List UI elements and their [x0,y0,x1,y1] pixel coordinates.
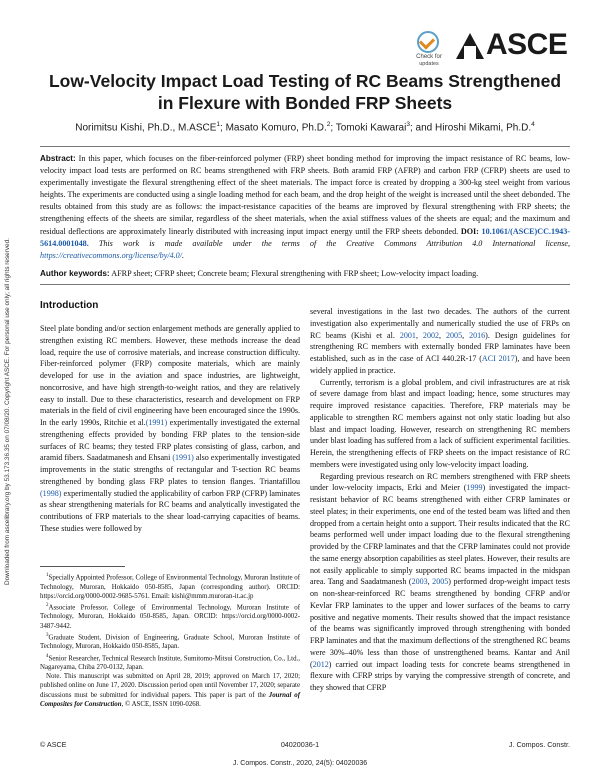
footer-journal: J. Compos. Constr. [508,740,570,749]
keywords-label: Author keywords: [40,269,110,278]
keywords-text: AFRP sheet; CFRP sheet; Concrete beam; Flexural strengthening with FRP sheet; Low-velocity impact loading. [109,269,479,278]
right-column [310,306,570,694]
author: Tomoki Kawarai [335,122,407,134]
paragraph: Regarding previous research on RC members strengthened with FRP sheets under low-velocity impacts, Erki and Meier (1999) investigated the impact-resistant behavior of RC beams strengthened with either CFRP laminates or steel plates; in their experiments, one end of the tested beam was lifted and then dropped from a certain height onto a support. Their results indicated that the RC beams performed well under impact loading due to the flexural strengthening provided by the CFRP laminates and that the CFRP laminates could not provide the same energy absorption capabilities as steel plates. However, their results are not easily applicable to simply supported RC beams impacted in the midspan area. Tang and Saadatmanesh (2003, 2005) performed drop-weight impact tests on non-shear-reinforced RC beams strengthened by bonding CFRP and/or Kevlar FRP laminates to the upper and lower surfaces of the beams to carry positive and negative moments. Their results showed that the impact resistance of the beams was significantly improved through strengthening with bonded FRP laminates and that the maximum deflections of the strengthened RC beams were 30%–40% less than those of unstrengthened beams. Kantar and Anil (2012) carried out impact loading tests for concrete beams strengthened in flexure with CFRP strips by varying the compressive strength of concrete, and they showed that CFRP [310,471,570,692]
asce-logo[interactable] [456,28,572,63]
license-link[interactable]: https://creativecommons.org/license/by/4.0/ [40,250,183,260]
doi-link[interactable]: 10.1061/(ASCE)CC.1943-5614.0001048. [40,226,570,248]
section-heading: Introduction [40,300,99,311]
badge-line1: Check for [416,54,442,60]
divider [40,146,570,147]
citation-link[interactable]: 2005 [446,330,463,340]
citation-link[interactable]: 2005 [432,577,449,587]
footnote: $^4$Senior Researcher, Technical Research Institute, Sumitomo-Mitsui Construction, Co., Ltd., Nagareyama, Chiba 270-0132, Japan. [40,653,300,672]
article-title: Low-Velocity Impact Load Testing of RC Beams Strengthened in Flexure with Bonded FRP Sheets [48,71,562,113]
left-column [40,323,300,535]
paragraph: Steel plate bonding and/or section enlargement methods are generally applied to strengthen existing RC members. However, these methods increase the dead load, require the use of corrosive materials, and increase construction difficulty. Fiber-reinforced polymer (FRP) composite materials, which are mainly developed for use in the aviation and space industries, are lightweight, noncorrosive, and have high strength-to-weight ratios, and they are relatively easy to install. Due to these characteristics, research and development on FRP materials in the field of civil engineering have been encouraged since the 1990s. In the early 1990s, Ritchie et al.(1991) experimentally investigated the external strengthening effects provided by bonding FRP plates to the tension-side surfaces of RC beams; they tested FRP plates consisting of glass, carbon, and aramid fibers. Saadatmanesh and Ehsani (1991) also experimentally investigated improvements in the static strengths of rectangular and T-section RC beams strengthened by bonding glass FRP plates to tension flanges. Triantafillou (1998) experimentally studied the applicability of carbon FRP (CFRP) laminates as shear strengthening materials for RC beams and analytically investigated the contributions of FRP materials to the shear load-carrying capacities of beams. These studies were followed by [40,324,301,533]
citation-link[interactable]: 2016 [469,330,486,340]
license-text: This work is made available under the terms of the Creative Commons Attribution 4.0 International license, [88,238,570,248]
abstract: Abstract: In this paper, which focuses on the fiber-reinforced polymer (FRP) sheet bonding method for improving the impact resistance of RC beams, low-velocity impact load tests are performed on RC beams strengthened with FRP sheets. Both aramid FRP (AFRP) and carbon FRP (CFRP) sheets are used to experimentally investigate the flexural strengthening effect of the sheet materials. The impact force is created by dropping a 300-kg steel weight from various heights. The experiments are conducted using a single loading method for each beam, and the drop height of the weight is increased until the sheet debonded. The results obtained from this study are as follows: the impact-resistance capacities of the beams are improved by flexural strengthening with FRP sheets; the strengthening effects of the sheets are similar, regardless of the sheet materials, when the axial stiffness values of the sheets are equal; and the maximum and residual deflections are approximately linearly distributed with increasing input impact energy until the FRP sheets debonded. DOI: 10.1061/(ASCE)CC.1943-5614.0001048. This work is made available under the terms of the Creative Commons Attribution 4.0 International license, https://creativecommons.org/license/by/4.0/. [40,154,570,260]
divider [40,284,570,285]
manuscript-note: Note. This manuscript was submitted on April 28, 2019; approved on March 17, 2020; published online on June 17, 2020. Discussion period open until November 17, 2020; separate discussions must be submitted for individual papers. This paper is part of the Journal of Composites for Construction, © ASCE, ISSN 1090-0268. [40,673,301,708]
citation-link[interactable]: 2003 [411,577,428,587]
footnotes [40,571,300,709]
citation-link[interactable]: 2002 [422,330,440,340]
citation-link[interactable]: (1991) [172,453,194,463]
author: Hiroshi Mikami, Ph.D. [435,122,532,134]
citation-link[interactable]: 2012 [312,659,329,669]
abstract-text: In this paper, which focuses on the fiber-reinforced polymer (FRP) sheet bonding method for improving the impact resistance of RC beams, low-velocity impact load tests are performed on RC beams strengthened with FRP sheets. Both aramid FRP (AFRP) and carbon FRP (CFRP) sheets are used to experimentally investigate the flexural strengthening effect of the sheet materials. The impact force is created by dropping a 300-kg steel weight from various heights. The experiments are conducted using a single loading method for each beam, and the drop height of the weight is increased until the sheet debonded. The results obtained from this study are as follows: the impact-resistance capacities of the beams are improved by flexural strengthening with FRP sheets; the strengthening effects of the sheets are similar, regardless of the sheet materials, when the axial stiffness values of the sheets are equal; and the maximum and residual deflections are approximately linearly distributed with increasing input impact energy until the FRP sheets debonded. [40,154,570,236]
footnote: $^1$Specially Appointed Professor, College of Environmental Technology, Muroran Institute of Technology, Muroran, Hokkaido 050-8585, Japan (corresponding author). ORCID: https://orcid.org/0000-0002-9685-5761. Email: kishi@mmm.muroran-it.ac.jp [40,573,300,600]
download-notice [1,115,15,585]
author-list: Norimitsu Kishi, Ph.D., M.ASCE$^1$; Masato Komuro, Ph.D.$^2$; Tomoki Kawarai$^3$; and Hiroshi Mikami, Ph.D.$^4$ [75,121,535,134]
author: Norimitsu Kishi, Ph.D., M.ASCE [75,122,217,134]
download-notice-text: Downloaded from ascelibrary.org by 53.173.36.35 on 07/08/20. Copyright ASCE. For personal use only; all rights reserved. [4,238,11,585]
logo-text: ASCE [486,28,568,61]
paragraph: several investigations in the last two decades. The authors of the current investigation also experimentally and numerically studied the use of FRPs on RC beams (Kishi et al. 2001, 2002, 2005, 2016). Design guidelines for strengthening RC members with externally bonded FRP laminates have been established, such as in the case of ACI 440.2R-17 (ACI 2017), and have been widely applied in practice. [310,307,571,375]
footer-citation: J. Compos. Constr., 2020, 24(5): 04020036 [232,760,368,767]
author-keywords [40,268,570,279]
footer-page-id: 04020036-1 [280,740,320,749]
author: Masato Komuro, Ph.D. [225,122,327,134]
citation-link[interactable]: (1991) [145,418,168,427]
footnote: $^2$Associate Professor, College of Environmental Technology, Muroran Institute of Technology, Muroran, Hokkaido 050-8585, Japan. ORCID: https://orcid.org/0000-0002-3487-9442. [40,602,300,630]
footer-copyright: © ASCE [40,740,67,749]
footnote-rule [40,566,125,567]
citation-link[interactable]: 1999 [466,483,483,493]
citation-link[interactable]: ACI 2017 [481,354,515,363]
abstract-label: Abstract: [40,154,76,163]
check-for-updates-badge[interactable] [411,30,447,66]
badge-line2: updates [419,61,439,67]
paragraph: Currently, terrorism is a global problem, and civil infrastructures are at risk of severe damage from blast and impact loading; hence, some structures may require improved resistance capacities. Therefore, FRP materials may be applicable to strengthen RC members against not only static loading but also blast and impact loading. However, research on strengthening RC members under blast loading has suffered from a lack of sufficient experimental facilities. Herein, the strengthening effects of FRP sheets on the impact resistance of RC members were investigated using only low-velocity impact loading. [310,377,570,469]
citation-link[interactable]: (1998) [40,488,62,498]
citation-link[interactable]: 2001 [399,330,416,340]
footnote: $^3$Graduate Student, Division of Engineering, Graduate School, Muroran Institute of Technology, Muroran, Hokkaido 050-8585, Japan. [40,632,300,651]
